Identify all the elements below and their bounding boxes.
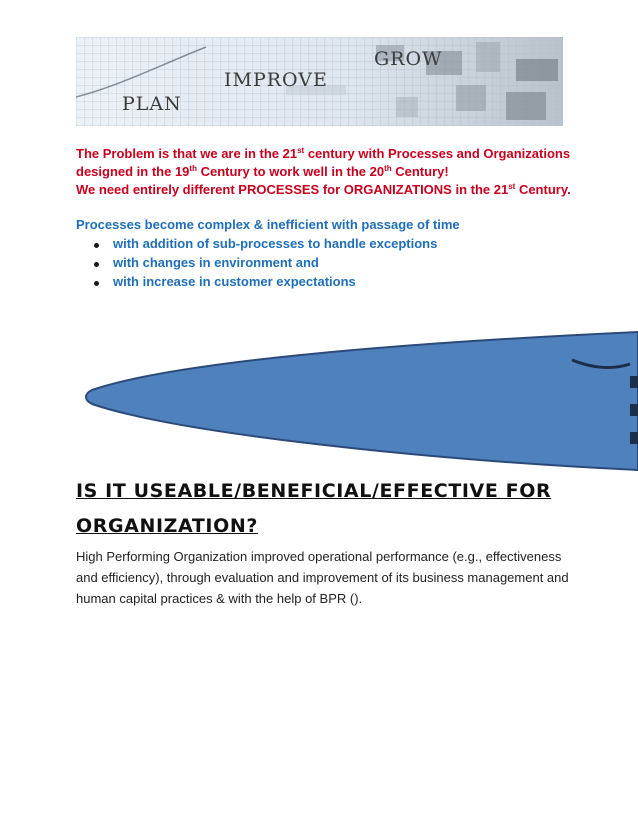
- body-paragraph: High Performing Organization improved operational performance (e.g., effectiveness and efficiency), through evaluation and improvement of its business management and human capital practices & with the help of BPR ().: [76, 549, 569, 606]
- banner-word-improve: IMPROVE: [224, 69, 328, 91]
- bullet-icon: [94, 281, 99, 286]
- bullet-icon: [94, 243, 99, 248]
- blue-oval-shape: [0, 320, 638, 480]
- problem-line-3: We need entirely different PROCESSES for ORGANIZATIONS in the 21st Century.: [76, 182, 571, 197]
- problem-line-2: designed in the 19th Century to work well in the 20th Century!: [76, 164, 449, 179]
- bullet-icon: [94, 262, 99, 267]
- processes-bullet-2: with changes in environment and: [113, 255, 319, 270]
- processes-bullet-1: with addition of sub-processes to handle exceptions: [113, 236, 438, 251]
- processes-bullet-3: with increase in customer expectations: [113, 274, 356, 289]
- processes-intro: Processes become complex & inefficient with passage of time: [76, 217, 460, 232]
- banner-image: [76, 37, 563, 126]
- banner-word-plan: PLAN: [122, 93, 182, 115]
- problem-line-1: The Problem is that we are in the 21st century with Processes and Organizations: [76, 146, 571, 161]
- section-heading: IS IT USEABLE/BENEFICIAL/EFFECTIVE FOR ORGANIZATION?: [76, 480, 552, 537]
- banner-word-grow: GROW: [374, 48, 443, 70]
